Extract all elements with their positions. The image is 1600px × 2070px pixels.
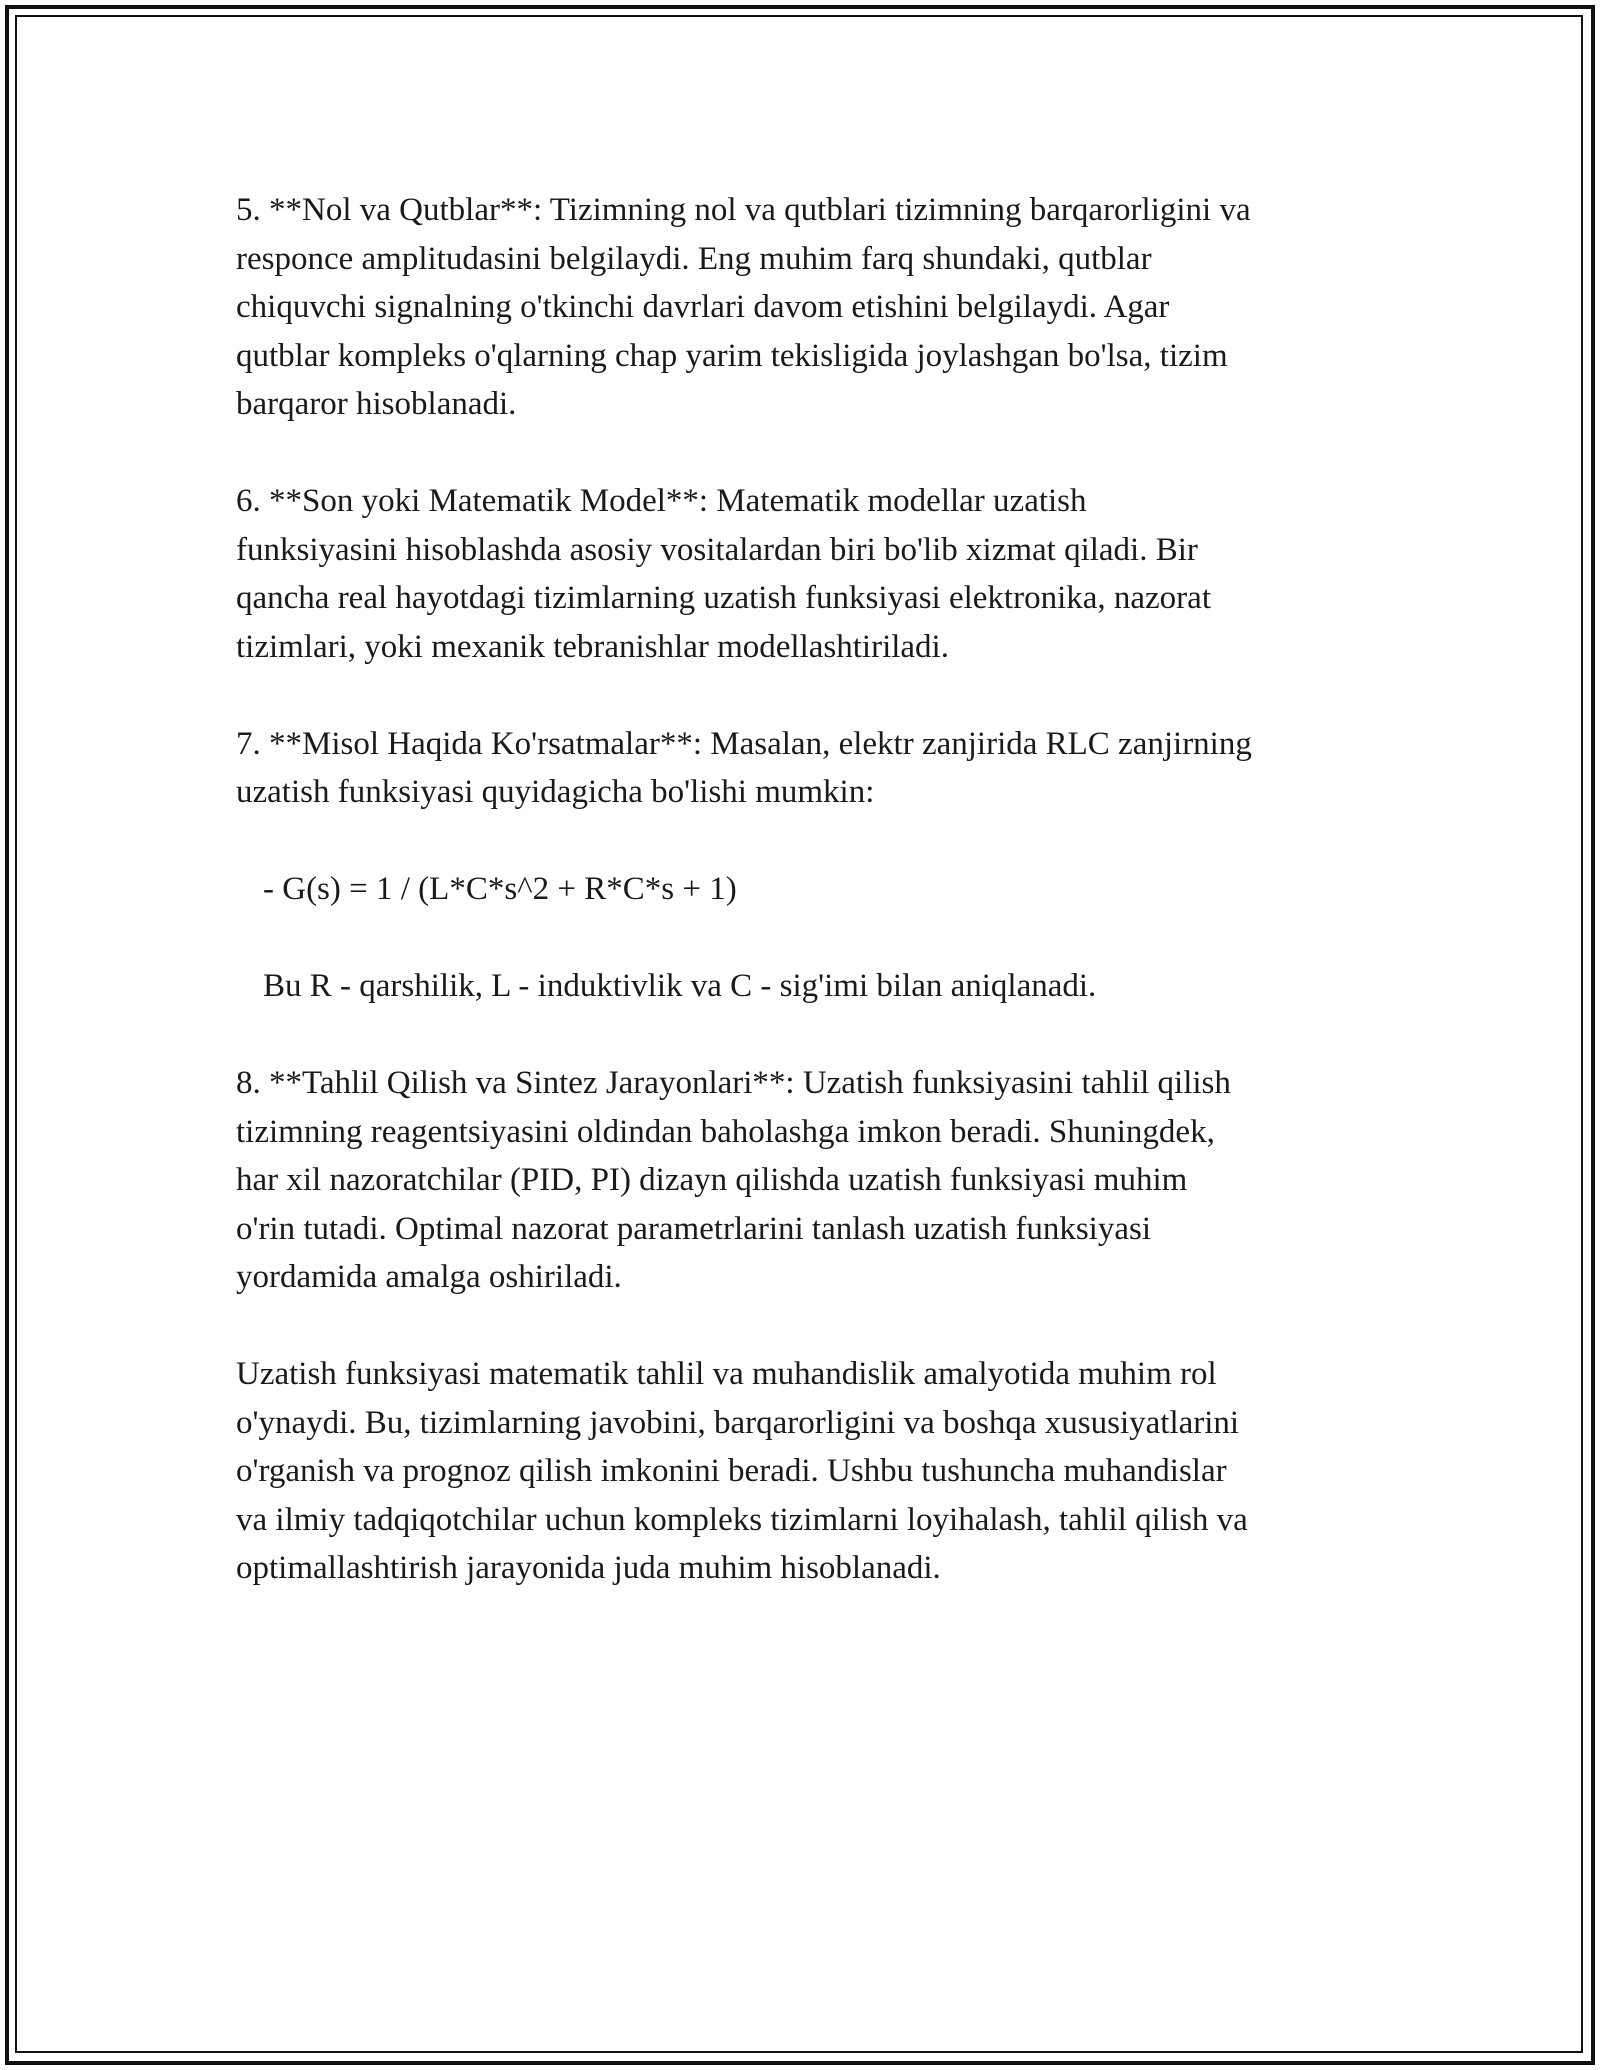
paragraph-misol: 7. **Misol Haqida Ko'rsatmalar**: Masalan, elektr zanjirida RLC zanjirning uzatish funksiyasi quyidagicha bo'lishi mumkin:: [236, 725, 1252, 810]
paragraph-formula-explanation: Bu R - qarshilik, L - induktivlik va C - sig'imi bilan aniqlanadi.: [263, 968, 1097, 1004]
formula-transfer-function: - G(s) = 1 / (L*C*s^2 + R*C*s + 1): [263, 871, 737, 907]
paragraph-matematik-model: 6. **Son yoki Matematik Model**: Matematik modellar uzatish funksiyasini hisoblashda asosiy vositalardan biri bo'lib xizmat qiladi. Bir qancha real hayotdagi tizimlarning uzatish funksiyasi elektronika, nazorat tizimlari, yoki mexanik tebranishlar modellashtiriladi.: [236, 483, 1211, 665]
paragraph-tahlil-va-sintez: 8. **Tahlil Qilish va Sintez Jarayonlari**: Uzatish funksiyasini tahlil qilish tizimning reagentsiyasini oldindan baholashga imkon beradi. Shuningdek, har xil nazoratchilar (PID, PI) dizayn qilishda uzatish funksiyasi muhim o'rin tutadi. Optimal nazorat parametrlarini tanlash uzatish funksiyasi yordamida amalga oshiriladi.: [236, 1065, 1231, 1295]
paragraph-conclusion: Uzatish funksiyasi matematik tahlil va muhandislik amalyotida muhim rol o'ynaydi. Bu, tizimlarning javobini, barqarorligini va boshqa xususiyatlarini o'rganish va prognoz qilish imkonini beradi. Ushbu tushuncha muhandislar va ilmiy tadqiqotchilar uchun kompleks tizimlarni loyihalash, tahlil qilish va optimallashtirish jarayonida juda muhim hisoblanadi.: [236, 1356, 1248, 1586]
paragraph-nol-va-qutblar: 5. **Nol va Qutblar**: Tizimning nol va qutblari tizimning barqarorligini va responce amplitudasini belgilaydi. Eng muhim farq shundaki, qutblar chiquvchi signalning o'tkinchi davrlari davom etishini belgilaydi. Agar qutblar kompleks o'qlarning chap yarim tekisligida joylashgan bo'lsa, tizim barqaror hisoblanadi.: [236, 192, 1251, 422]
document-body: [236, 186, 1376, 1641]
